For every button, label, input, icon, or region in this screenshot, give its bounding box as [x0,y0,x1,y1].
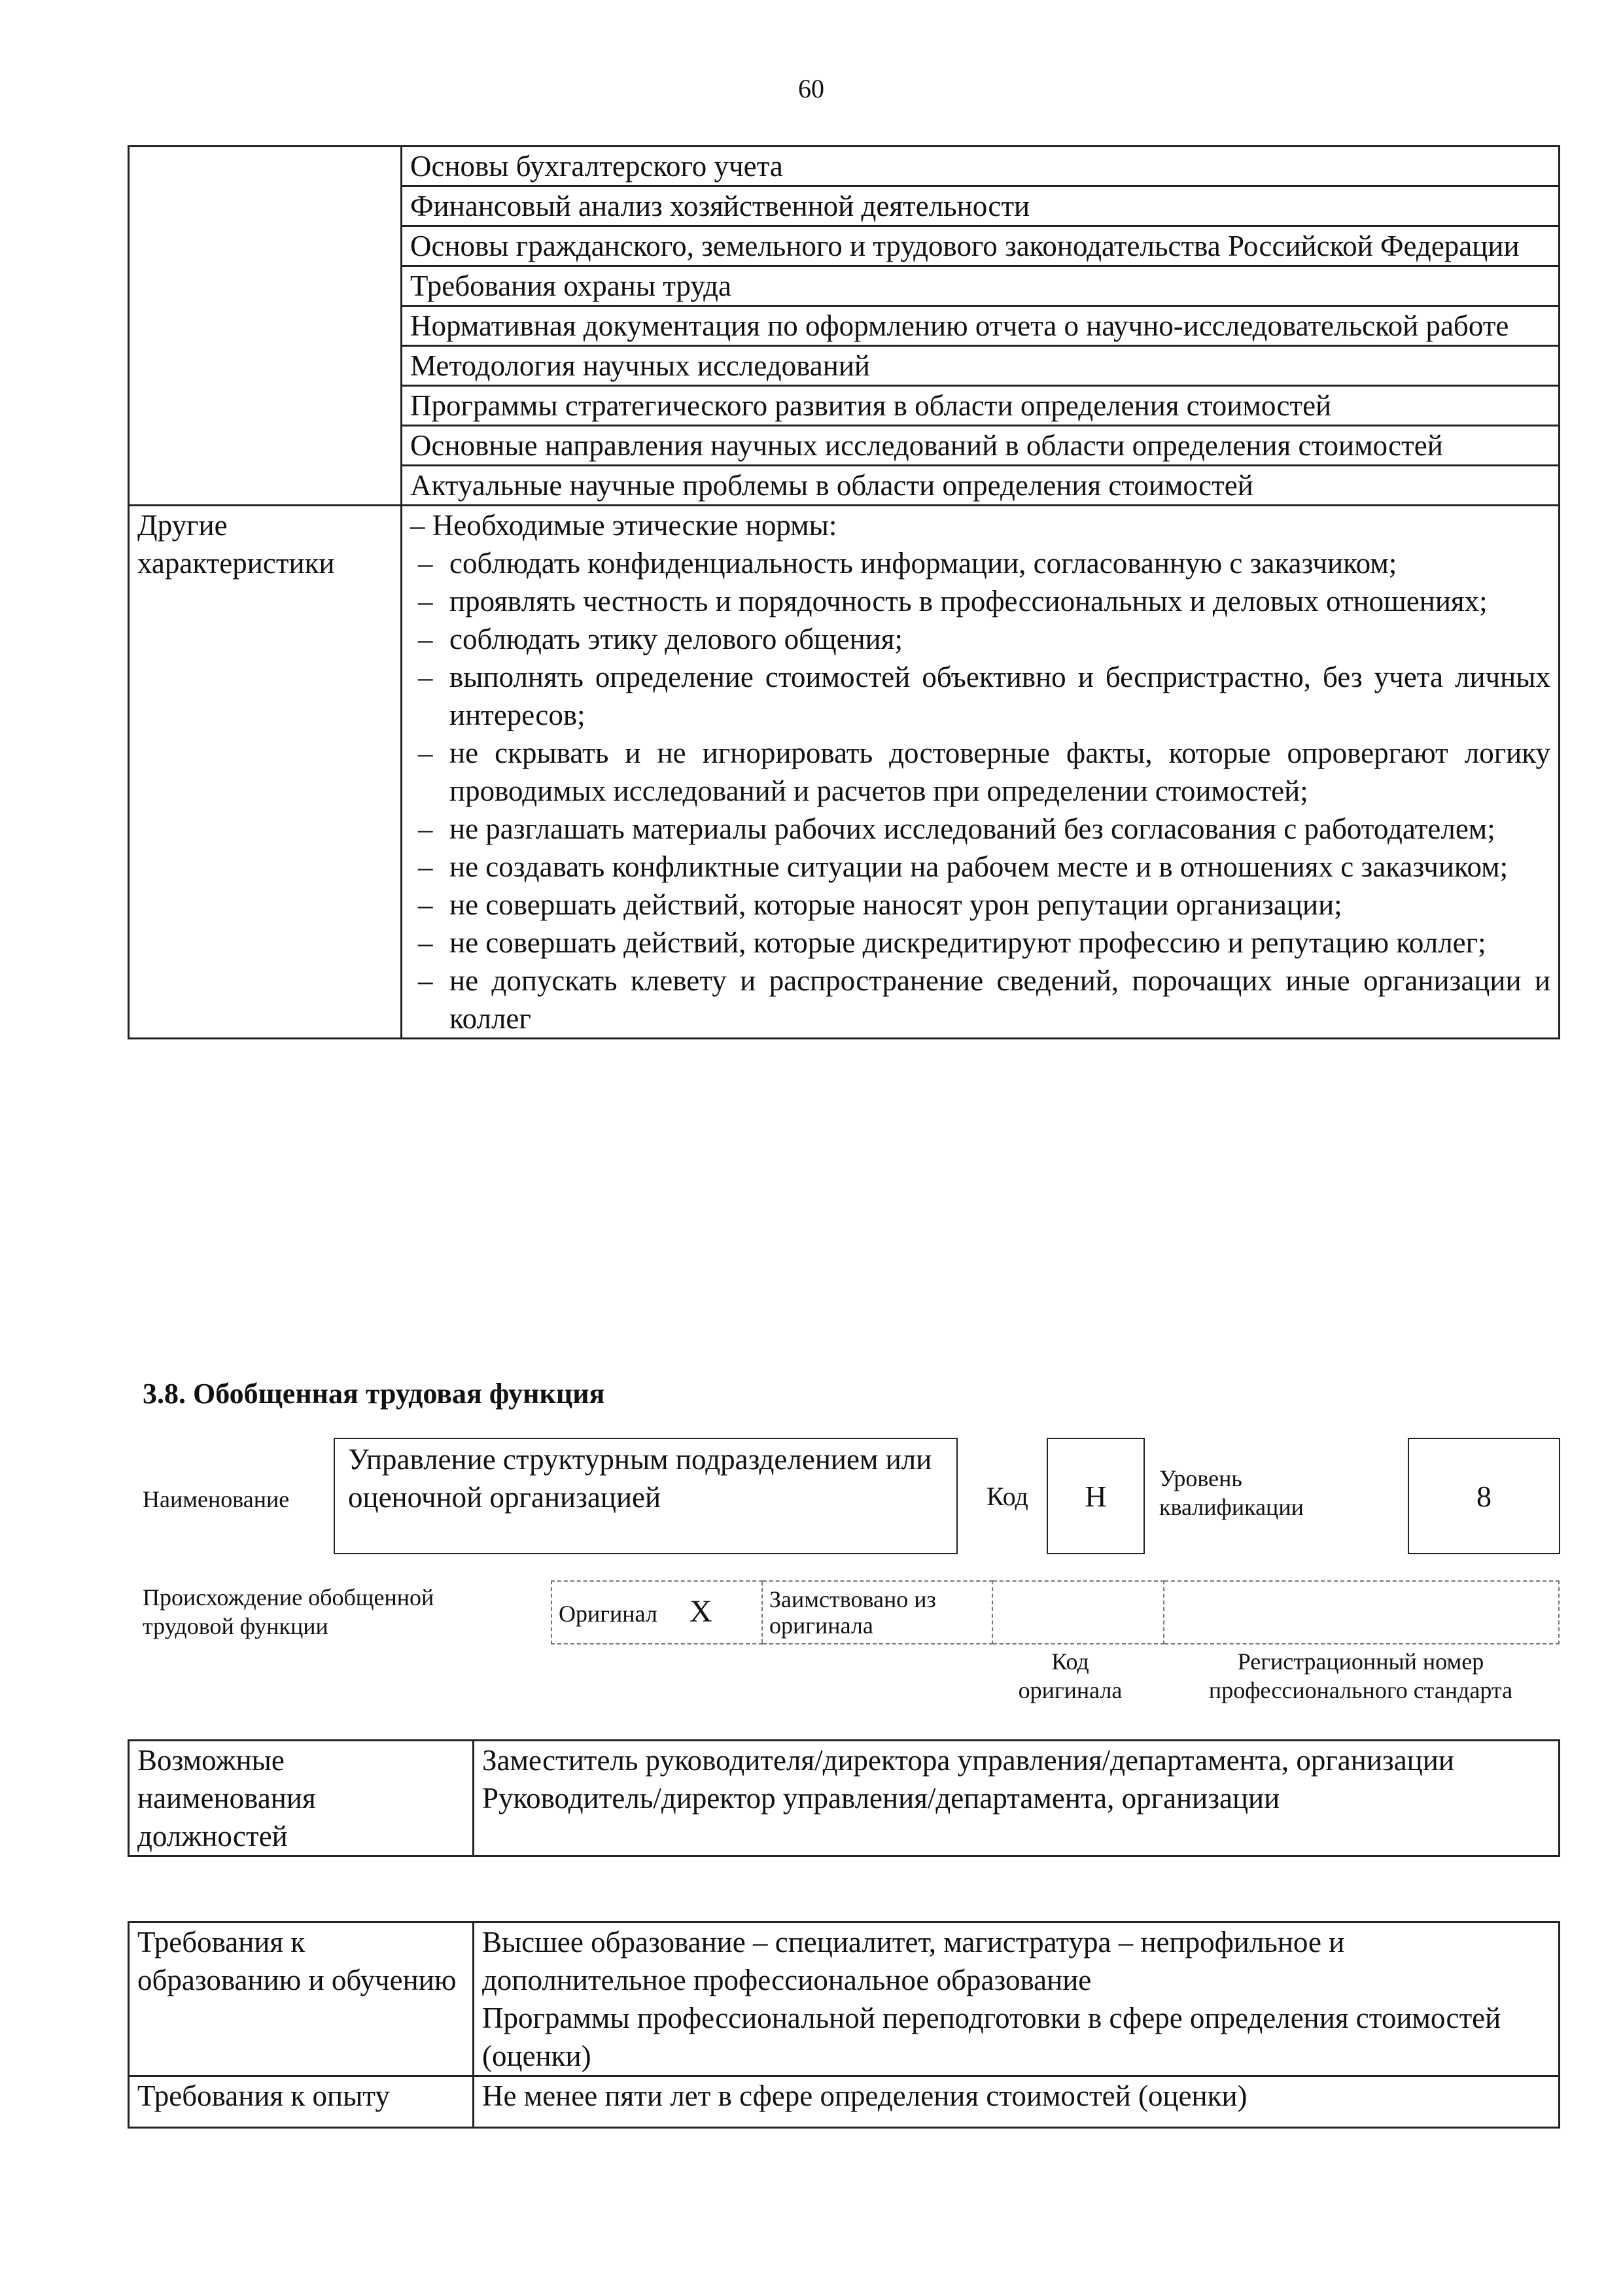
ethics-cell [402,506,1560,1039]
table-row [129,147,1560,186]
name-value: Управление структурным подразделением или оценочной организацией [348,1443,932,1514]
education-value [474,1922,1560,2076]
list-item: – не допускать клевету и распространение сведений, порочащих иные организации и коллег [410,962,1550,1037]
position-line: Заместитель руководителя/директора управления/департамента, организации [482,1744,1454,1777]
knowledge-item: Программы стратегического развития в области определения стоимостей [402,386,1560,426]
code-caption: Код оригинала [1018,1648,1123,1703]
knowledge-table [128,145,1560,1039]
section-title: 3.8. Обобщенная трудовая функция [143,1378,605,1410]
borrowed-cell [762,1581,992,1644]
knowledge-item: Требования охраны труда [402,266,1560,306]
original-label: Оригинал [559,1600,657,1627]
table-row [129,1922,1560,2076]
page-number: 60 [798,74,824,103]
list-item: – не совершать действий, которые дискредитируют профессию и репутацию коллег; [410,924,1550,962]
table-row [551,1581,1559,1644]
positions-value [474,1741,1560,1856]
list-item: – не скрывать и не игнорировать достоверные факты, которые опровергают логику проводимых исследований и расчетов при определении стоимостей; [410,734,1550,810]
list-item: – проявлять честность и порядочность в профессиональных и деловых отношениях; [410,582,1550,620]
knowledge-item: Нормативная документация по оформлению отчета о научно-исследовательской работе [402,306,1560,346]
table-row [129,2076,1560,2128]
level-value-box [1408,1438,1560,1554]
code-value: H [1085,1479,1107,1513]
positions-label: Возможные наименования должностей [129,1741,474,1856]
knowledge-item: Методология научных исследований [402,346,1560,386]
original-cell [551,1581,762,1644]
knowledge-item: Основные направления научных исследований в области определения стоимостей [402,426,1560,466]
education-line: Программы профессиональной переподготовки в сфере определения стоимостей (оценки) [482,2002,1501,2072]
code-value-box [1047,1438,1145,1554]
table-row [129,506,1560,1039]
level-label: Уровень квалификации [1159,1465,1304,1520]
list-item: – выполнять определение стоимостей объективно и беспристрастно, без учета личных интересов; [410,658,1550,734]
list-item: – не совершать действий, которые наносят урон репутации организации; [410,886,1550,924]
education-line: Высшее образование – специалитет, магистратура – непрофильное и дополнительное профессиональное образование [482,1926,1345,1996]
experience-label: Требования к опыту [129,2076,474,2128]
registration-caption: Регистрационный номер профессионального стандарта [1208,1648,1513,1703]
ethics-intro: – Необходимые этические нормы: [410,509,837,542]
table-row [129,1741,1560,1856]
code-label: Код [986,1482,1028,1511]
ethics-list [410,506,1550,1037]
borrowed-label: Заимствовано из оригинала [769,1586,936,1639]
list-item: – соблюдать этику делового общения; [410,620,1550,658]
knowledge-item: Основы бухгалтерского учета [402,147,1560,186]
list-item: – не разглашать материалы рабочих исследований без согласования с работодателем; [410,810,1550,848]
origin-table [551,1580,1560,1644]
registration-number-cell [1164,1581,1559,1644]
list-item: – не создавать конфликтные ситуации на рабочем месте и в отношениях с заказчиком; [410,848,1550,886]
positions-table [128,1739,1560,1857]
original-code-cell [992,1581,1164,1644]
knowledge-item: Актуальные научные проблемы в области определения стоимостей [402,466,1560,506]
requirements-table [128,1921,1560,2129]
name-value-box [334,1438,958,1554]
origin-label: Происхождение обобщенной трудовой функции [143,1584,434,1639]
empty-label-cell [129,147,402,506]
knowledge-item: Финансовый анализ хозяйственной деятельности [402,186,1560,226]
level-value: 8 [1476,1479,1492,1513]
other-characteristics-label: Другие характеристики [129,506,402,1039]
position-line: Руководитель/директор управления/департамента, организации [482,1782,1280,1815]
original-mark: X [689,1593,712,1629]
experience-value: Не менее пяти лет в сфере определения стоимостей (оценки) [474,2076,1560,2128]
list-item: – соблюдать конфиденциальность информации, согласованную с заказчиком; [410,544,1550,582]
education-label: Требования к образованию и обучению [129,1922,474,2076]
knowledge-item: Основы гражданского, земельного и трудового законодательства Российской Федерации [402,226,1560,266]
name-label: Наименование [143,1486,290,1512]
